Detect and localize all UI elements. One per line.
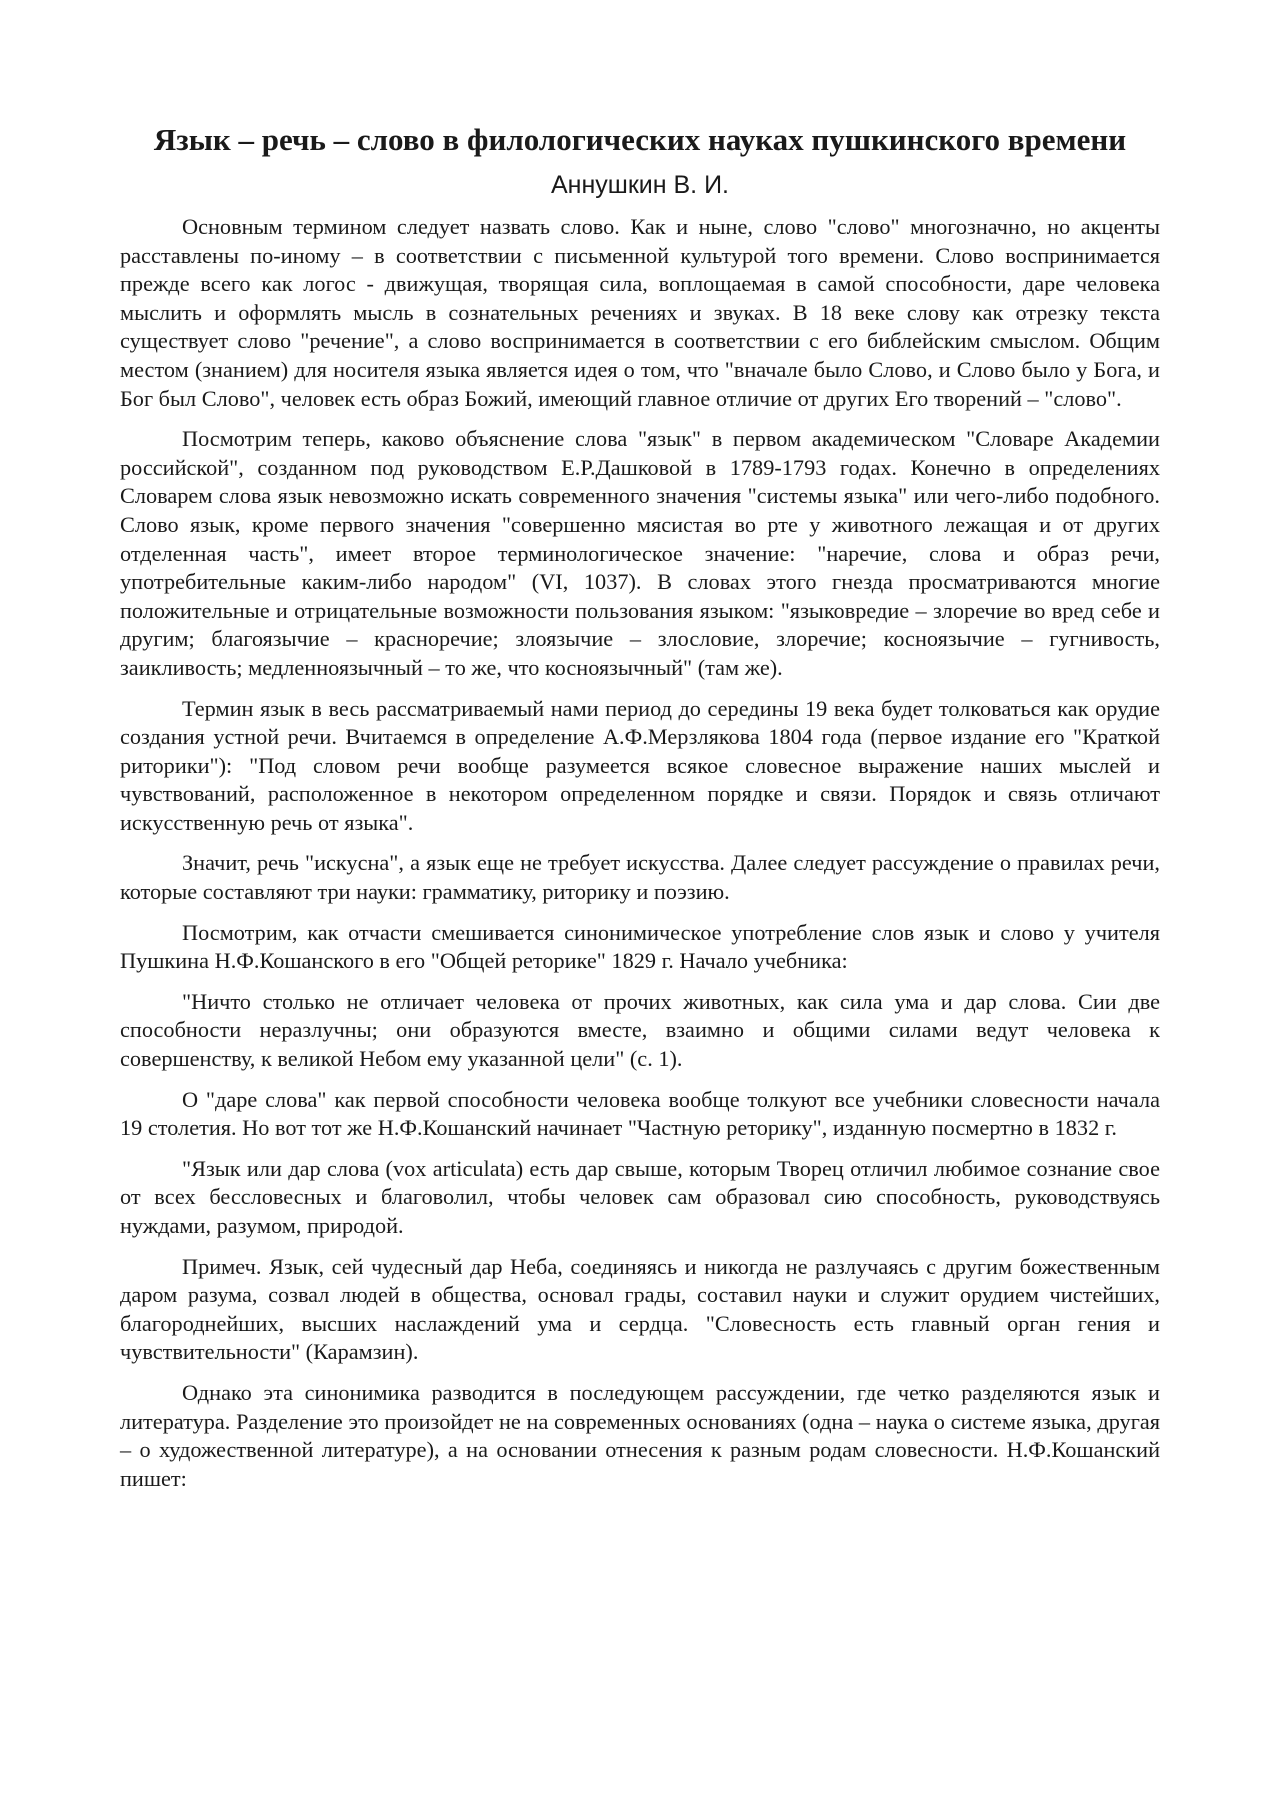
paragraph-5: Посмотрим, как отчасти смешивается синонимическое употребление слов язык и слово у учителя Пушкина Н.Ф.Кошанского в его "Общей реторике" 1829 г. Начало учебника: bbox=[120, 919, 1160, 974]
document-page bbox=[120, 120, 1160, 1505]
document-title: Язык – речь – слово в филологических науках пушкинского времени bbox=[153, 122, 1127, 157]
paragraph-1: Основным термином следует назвать слово. Как и ныне, слово "слово" многозначно, но акценты расставлены по-иному – в соответствии с письменной культурой того времени. Слово воспринимается прежде всего как логос - движущая, творящая сила, воплощаемая в самой способности, даре человека мыслить и оформлять мысль в сознательных речениях и звуках. В 18 веке слову как отрезку текста существует слово "речение", а слово воспринимается в соответствии с его библейским смыслом. Общим местом (знанием) для носителя языка является идея о том, что "вначале было Слово, и Слово было у Бога, и Бог был Слово", человек есть образ Божий, имеющий главное отличие от других Его творений – "слово". bbox=[120, 214, 1160, 411]
paragraph-6-quote: "Ничто столько не отличает человека от прочих животных, как сила ума и дар слова. Сии две способности неразлучны; они образуются вместе, взаимно и общими силами ведут человека к совершенству, к великой Небом ему указанной цели" (с. 1). bbox=[120, 988, 1160, 1072]
paragraph-9-note: Примеч. Язык, сей чудесный дар Неба, соединяясь и никогда не разлучаясь с другим божественным даром разума, созвал людей в общества, основал грады, составил науки и служит орудием чистейших, благороднейших, высших наслаждений ума и сердца. "Словесность есть главный орган гения и чувствительности" (Карамзин). bbox=[120, 1253, 1160, 1365]
paragraph-10: Однако эта синонимика разводится в последующем рассуждении, где четко разделяются язык и литература. Разделение это произойдет не на современных основаниях (одна – наука о системе языка, другая – о художественной литературе), а на основании отнесения к разным родам словесности. Н.Ф.Кошанский пишет: bbox=[120, 1379, 1160, 1491]
paragraph-2: Посмотрим теперь, каково объяснение слова "язык" в первом академическом "Словаре Академии российской", созданном под руководством Е.Р.Дашковой в 1789-1793 годах. Конечно в определениях Словарем слова язык невозможно искать современного значения "системы языка" или чего-либо подобного. Слово язык, кроме первого значения "совершенно мясистая во рте у животного лежащая и от других отделенная часть", имеет второе терминологическое значение: "наречие, слова и образ речи, употребительные каким-либо народом" (VI, 1037). В словах этого гнезда просматриваются многие положительные и отрицательные возможности пользования языком: "языковредие – злоречие во вред себе и другим; благоязычие – красноречие; злоязычие – злословие, злоречие; косноязычие – гугнивость, заикливость; медленноязычный – то же, что косноязычный" (там же). bbox=[120, 426, 1160, 680]
paragraph-4: Значит, речь "искусна", а язык еще не требует искусства. Далее следует рассуждение о правилах речи, которые составляют три науки: грамматику, риторику и поэзию. bbox=[120, 850, 1160, 905]
paragraph-3: Термин язык в весь рассматриваемый нами период до середины 19 века будет толковаться как орудие создания устной речи. Вчитаемся в определение А.Ф.Мерзлякова 1804 года (первое издание его "Краткой риторики"): "Под словом речи вообще разумеется всякое словесное выражение наших мыслей и чувствований, расположенное в некотором определенном порядке и связи. Порядок и связь отличают искусственную речь от языка". bbox=[120, 695, 1160, 835]
document-author: Аннушкин В. И. bbox=[551, 171, 729, 199]
paragraph-8-quote: "Язык или дар слова (vox articulata) есть дар свыше, которым Творец отличил любимое сознание свое от всех бессловесных и благоволил, чтобы человек сам образовал сию способность, руководствуясь нуждами, разумом, природой. bbox=[120, 1155, 1160, 1238]
paragraph-7: О "даре слова" как первой способности человека вообще толкуют все учебники словесности начала 19 столетия. Но вот тот же Н.Ф.Кошанский начинает "Частную реторику", изданную посмертно в 1832 г. bbox=[120, 1086, 1160, 1141]
